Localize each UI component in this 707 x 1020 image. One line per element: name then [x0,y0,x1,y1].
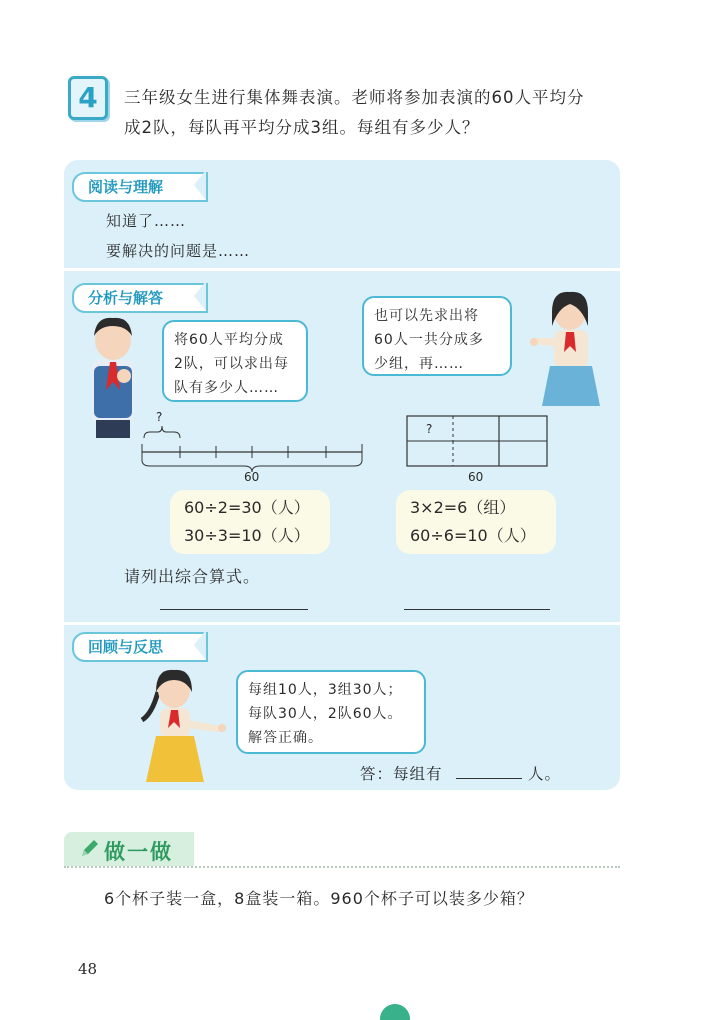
equations-right [396,490,556,554]
answer-suffix: 人。 [528,765,562,783]
girl-reviewing-illustration [132,664,228,788]
tag-notch [194,281,206,311]
boy-bubble-line: 2队，可以求出每 [174,356,289,372]
tag-notch [194,170,206,200]
segment-question-mark: ? [156,410,163,424]
girl-bubble-line: 60人一共分成多 [374,332,484,348]
boy-bubble-line: 队有多少人…… [174,380,279,396]
answer-prefix: 答：每组有 [360,765,443,783]
answer-blank[interactable] [456,778,522,779]
answer-blank-right[interactable] [404,609,550,610]
section-divider [64,268,620,271]
tag-analyze-answer: 分析与解答 [72,283,208,313]
equation-line: 3×2=6（组） [410,498,516,517]
review-bubble-line: 每组10人，3组30人； [248,682,403,698]
read-line-1: 知道了…… [106,212,187,230]
page-number: 48 [78,960,98,978]
box-question-mark: ? [426,422,433,436]
boy-illustration [80,312,146,440]
tag-read-understand: 阅读与理解 [72,172,208,202]
problem-text-line-2: 成2队，每队再平均分成3组。每组有多少人？ [124,118,480,137]
equation-line: 60÷2=30（人） [184,498,310,517]
boy-bubble-line: 将60人平均分成 [174,332,284,348]
equation-line: 30÷3=10（人） [184,526,310,545]
problem-number-badge: 4 [68,76,108,120]
box-total-label: 60 [468,470,484,484]
review-bubble-line: 每队30人，2队60人。 [248,706,403,722]
equation-line: 60÷6=10（人） [410,526,536,545]
decorative-dot [380,1004,410,1020]
do-it-dotted-line [64,866,620,868]
tag-review-reflect: 回顾与反思 [72,632,208,662]
segment-total-label: 60 [244,470,260,484]
problem-text-line-1: 三年级女生进行集体舞表演。老师将参加表演的60人平均分 [124,88,585,107]
girl-bubble-line: 也可以先求出将 [374,308,479,324]
do-it-question: 6个杯子装一盒，8盒装一箱。960个杯子可以装多少箱？ [104,889,534,908]
equations-left [170,490,330,554]
review-speech-bubble [236,670,426,754]
boy-speech-bubble [162,320,308,402]
girl-illustration [530,286,602,410]
do-it-label: 做一做 [104,840,173,864]
girl-speech-bubble [362,296,512,376]
combined-formula-prompt: 请列出综合算式。 [124,567,261,586]
tag-notch [194,630,206,660]
review-bubble-line: 解答正确。 [248,730,323,746]
girl-bubble-line: 少组，再…… [374,356,464,372]
answer-blank-left[interactable] [160,609,308,610]
section-divider [64,622,620,625]
pencil-icon [78,838,100,860]
read-line-2: 要解决的问题是…… [106,242,251,260]
